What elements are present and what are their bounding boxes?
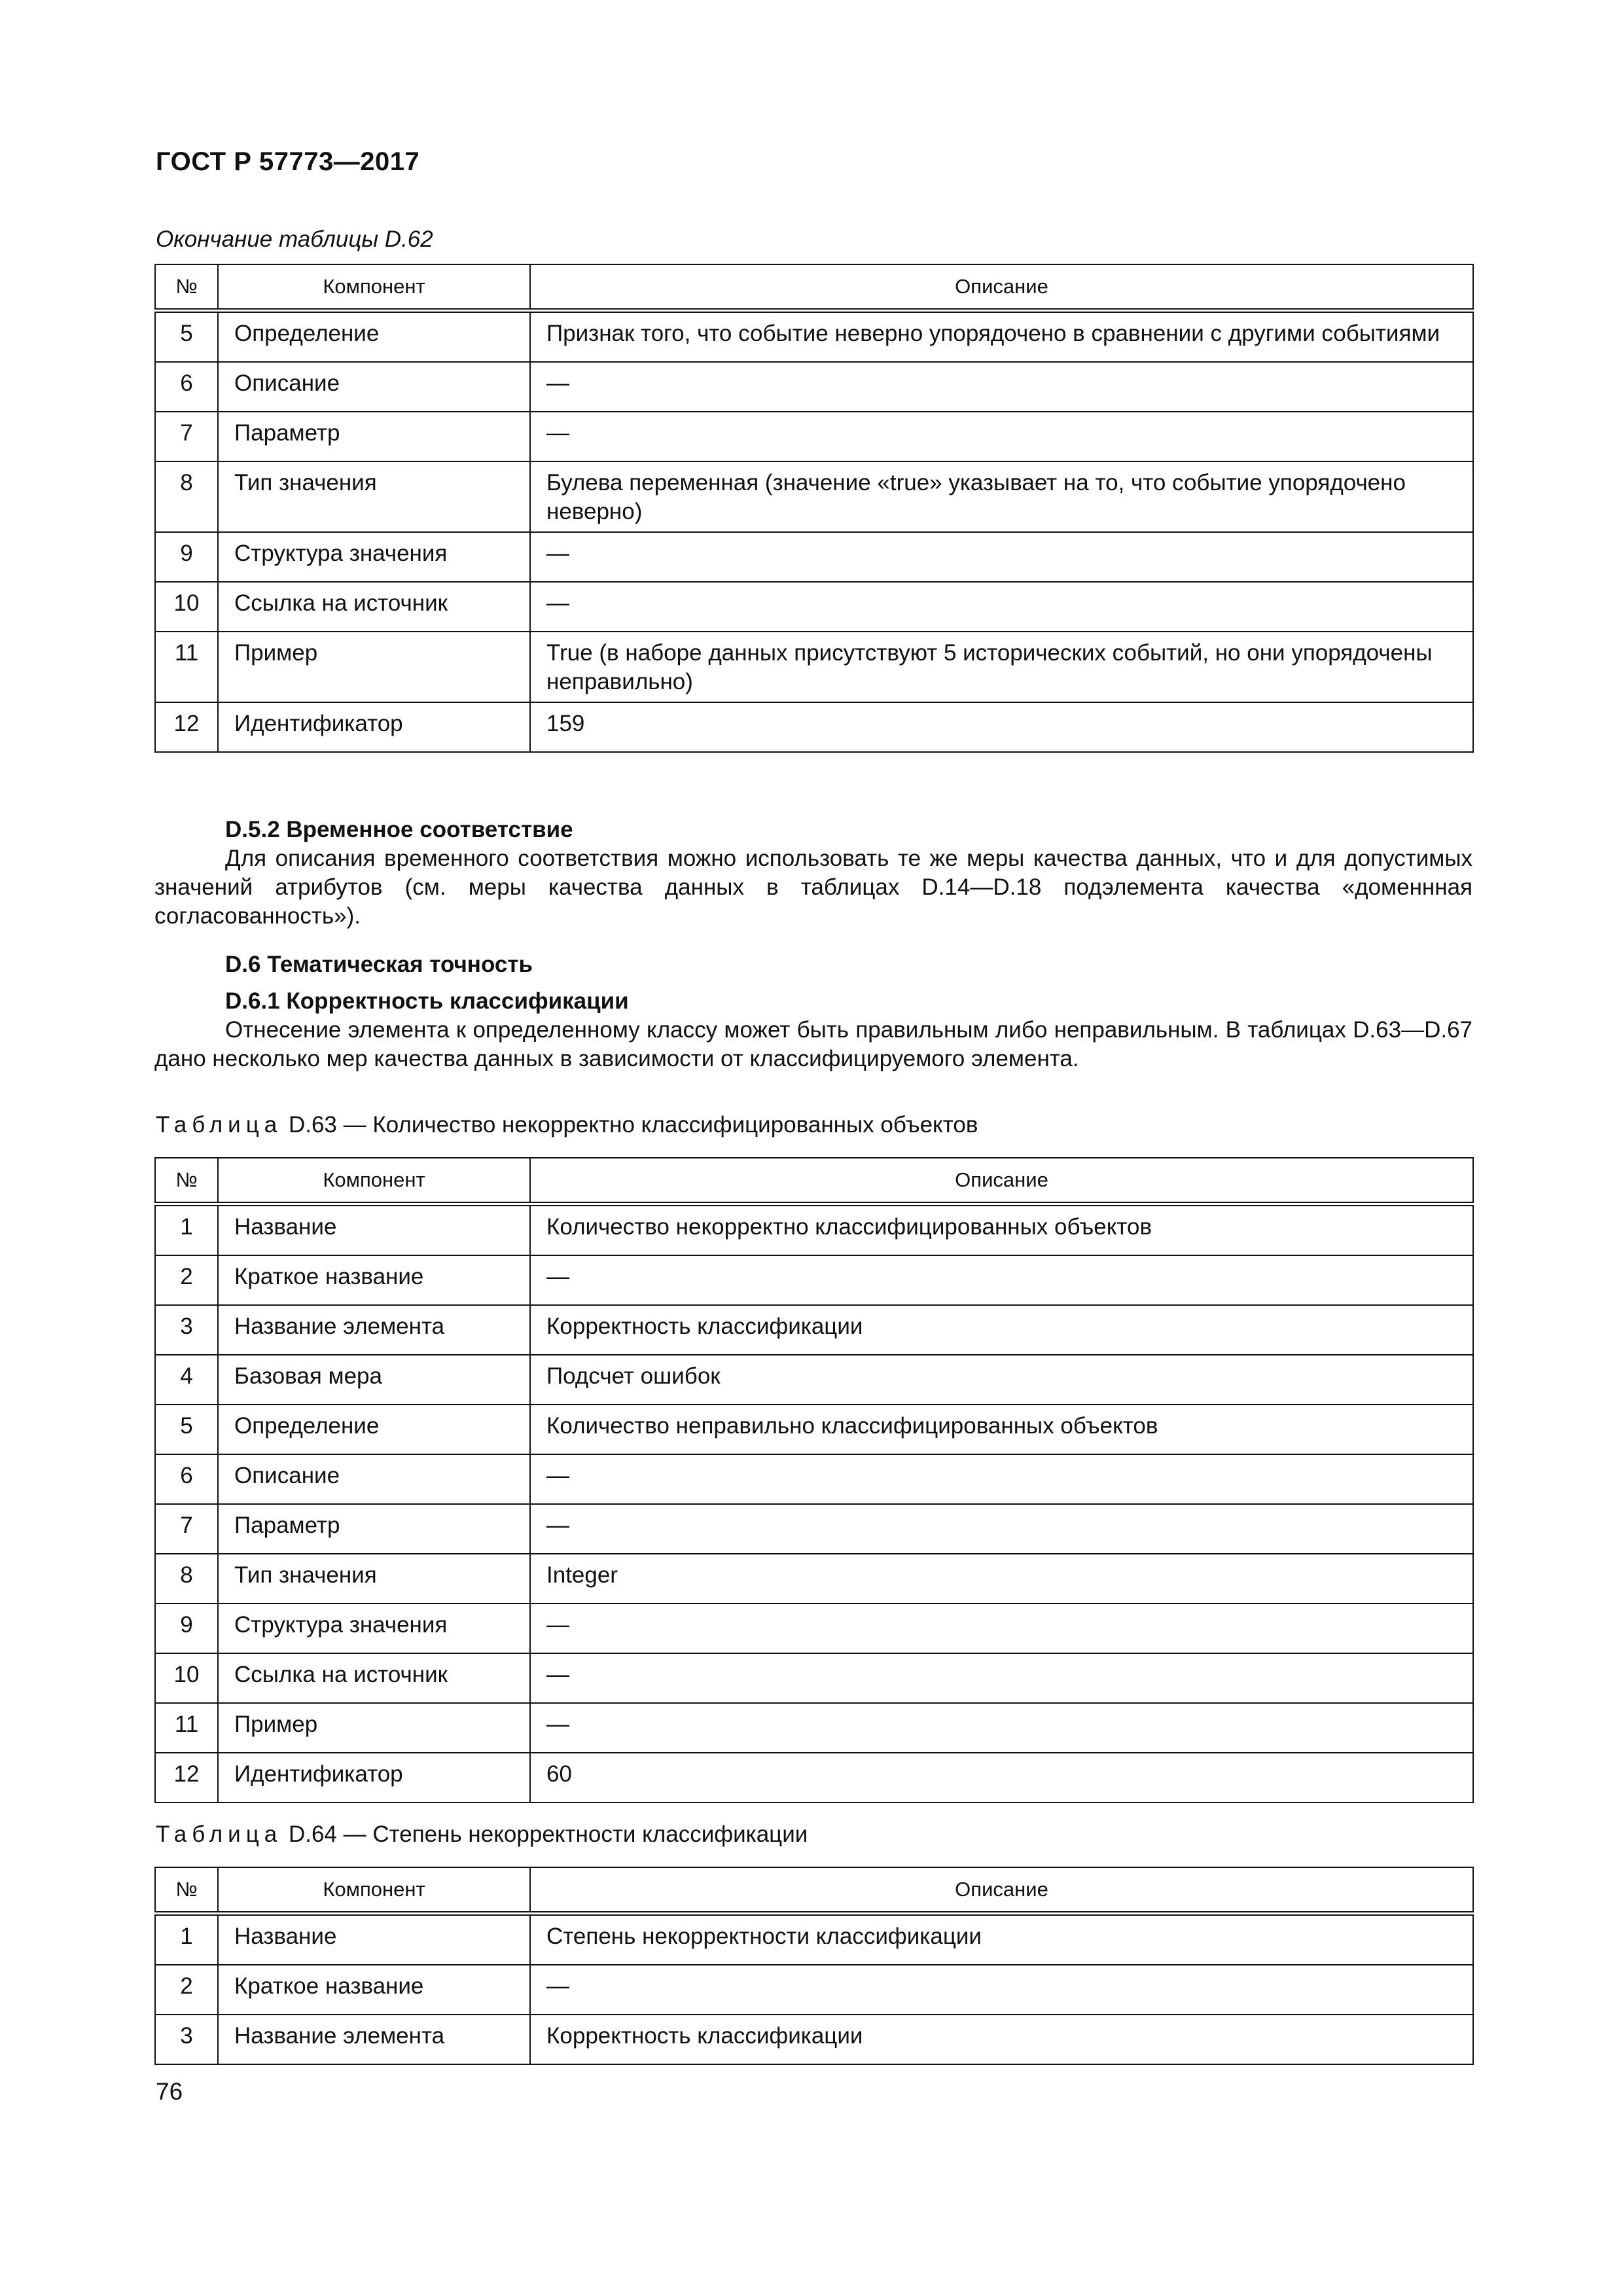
row-component: Название — [218, 1204, 530, 1256]
column-header-description: Описание — [530, 1867, 1473, 1914]
row-description: Подсчет ошибок — [530, 1355, 1473, 1405]
row-component: Параметр — [218, 412, 530, 461]
column-header-number: № — [155, 264, 218, 311]
row-component: Пример — [218, 1703, 530, 1753]
table-row — [155, 1753, 1473, 1803]
table-row — [155, 1604, 1473, 1653]
caption-prefix: Таблица — [156, 1821, 283, 1847]
standard-code: ГОСТ Р 57773—2017 — [156, 147, 420, 176]
section-d6 — [154, 950, 1472, 1073]
table-row — [155, 1965, 1473, 2015]
table-row — [155, 1305, 1473, 1355]
table-row — [155, 2015, 1473, 2064]
row-description: — — [530, 1255, 1473, 1305]
table-row — [155, 1355, 1473, 1405]
row-number: 7 — [155, 412, 218, 461]
subsection-heading: D.6.1 Корректность классификации — [225, 988, 629, 1014]
table-header-row — [155, 1867, 1473, 1914]
row-component: Название — [218, 1914, 530, 1965]
row-number: 12 — [155, 702, 218, 752]
row-number: 8 — [155, 461, 218, 532]
section-paragraph: Отнесение элемента к определенному классу может быть правильным либо неправильным. В таблицах D.63—D.67 дано несколько мер качества данных в зависимости от классифицируемого элемента. — [154, 1017, 1472, 1071]
row-component: Описание — [218, 1454, 530, 1504]
table-row — [155, 1504, 1473, 1554]
row-number: 2 — [155, 1965, 218, 2015]
table-d64 — [154, 1867, 1474, 2065]
row-description: Количество неправильно классифицированных объектов — [530, 1405, 1473, 1454]
row-description: — — [530, 1653, 1473, 1703]
table-row — [155, 1454, 1473, 1504]
row-description: Степень некорректности классификации — [530, 1914, 1473, 1965]
row-number: 8 — [155, 1554, 218, 1604]
column-header-number: № — [155, 1158, 218, 1204]
row-description: True (в наборе данных присутствуют 5 исторических событий, но они упорядочены неправильно) — [530, 632, 1473, 702]
section-d52 — [154, 816, 1472, 931]
row-number: 11 — [155, 1703, 218, 1753]
page-number: 76 — [156, 2078, 183, 2105]
table-d64-caption — [156, 1821, 808, 1848]
row-number: 9 — [155, 1604, 218, 1653]
table-row — [155, 311, 1473, 363]
table-row — [155, 362, 1473, 412]
table-d63-caption — [156, 1111, 978, 1139]
row-description: — — [530, 362, 1473, 412]
column-header-component: Компонент — [218, 264, 530, 311]
row-description: Признак того, что событие неверно упорядочено в сравнении с другими событиями — [530, 311, 1473, 363]
row-component: Идентификатор — [218, 702, 530, 752]
row-component: Краткое название — [218, 1965, 530, 2015]
section-paragraph: Для описания временного соответствия можно использовать те же меры качества данных, что и для допустимых значений атрибутов (см. меры качества данных в таблицах D.14—D.18 подэлемента качества «доменнная согласованность»). — [154, 846, 1472, 929]
column-header-number: № — [155, 1867, 218, 1914]
table-row — [155, 532, 1473, 582]
table-row — [155, 1554, 1473, 1604]
row-description: Корректность классификации — [530, 1305, 1473, 1355]
row-component: Базовая мера — [218, 1355, 530, 1405]
row-description: 60 — [530, 1753, 1473, 1803]
row-component: Идентификатор — [218, 1753, 530, 1803]
row-description: — — [530, 1965, 1473, 2015]
column-header-description: Описание — [530, 264, 1473, 311]
table-row — [155, 1703, 1473, 1753]
row-description: Integer — [530, 1554, 1473, 1604]
section-heading: D.6 Тематическая точность — [225, 952, 533, 977]
table-row — [155, 702, 1473, 752]
row-description: 159 — [530, 702, 1473, 752]
row-description: Корректность классификации — [530, 2015, 1473, 2064]
row-description: — — [530, 1604, 1473, 1653]
row-description: Булева переменная (значение «true» указывает на то, что событие упорядочено неверно) — [530, 461, 1473, 532]
table-row — [155, 632, 1473, 702]
section-heading: D.5.2 Временное соответствие — [225, 817, 573, 842]
row-description: — — [530, 1703, 1473, 1753]
row-description: — — [530, 412, 1473, 461]
table-d62-caption: Окончание таблицы D.62 — [156, 226, 433, 252]
row-number: 6 — [155, 362, 218, 412]
table-row — [155, 412, 1473, 461]
row-description: — — [530, 582, 1473, 632]
table-header-row — [155, 1158, 1473, 1204]
row-number: 3 — [155, 2015, 218, 2064]
table-header-row — [155, 264, 1473, 311]
row-number: 5 — [155, 311, 218, 363]
table-d62 — [154, 264, 1474, 753]
row-component: Тип значения — [218, 461, 530, 532]
row-number: 9 — [155, 532, 218, 582]
table-d63 — [154, 1157, 1474, 1803]
table-row — [155, 1653, 1473, 1703]
row-number: 5 — [155, 1405, 218, 1454]
table-row — [155, 1405, 1473, 1454]
row-description: Количество некорректно классифицированных объектов — [530, 1204, 1473, 1256]
row-number: 10 — [155, 1653, 218, 1703]
row-component: Структура значения — [218, 532, 530, 582]
row-component: Название элемента — [218, 1305, 530, 1355]
row-component: Ссылка на источник — [218, 1653, 530, 1703]
row-description: — — [530, 1454, 1473, 1504]
row-component: Ссылка на источник — [218, 582, 530, 632]
row-number: 7 — [155, 1504, 218, 1554]
row-component: Название элемента — [218, 2015, 530, 2064]
row-number: 6 — [155, 1454, 218, 1504]
column-header-description: Описание — [530, 1158, 1473, 1204]
row-number: 11 — [155, 632, 218, 702]
row-number: 12 — [155, 1753, 218, 1803]
table-row — [155, 582, 1473, 632]
row-component: Определение — [218, 311, 530, 363]
caption-text: D.64 — Степень некорректности классификации — [288, 1821, 808, 1847]
row-component: Пример — [218, 632, 530, 702]
table-row — [155, 461, 1473, 532]
row-number: 1 — [155, 1204, 218, 1256]
column-header-component: Компонент — [218, 1158, 530, 1204]
table-row — [155, 1204, 1473, 1256]
table-row — [155, 1255, 1473, 1305]
row-component: Структура значения — [218, 1604, 530, 1653]
row-component: Параметр — [218, 1504, 530, 1554]
row-component: Тип значения — [218, 1554, 530, 1604]
row-number: 1 — [155, 1914, 218, 1965]
row-component: Определение — [218, 1405, 530, 1454]
row-description: — — [530, 1504, 1473, 1554]
row-number: 2 — [155, 1255, 218, 1305]
row-number: 4 — [155, 1355, 218, 1405]
caption-prefix: Таблица — [156, 1112, 283, 1138]
column-header-component: Компонент — [218, 1867, 530, 1914]
caption-text: D.63 — Количество некорректно классифицированных объектов — [288, 1112, 978, 1138]
table-row — [155, 1914, 1473, 1965]
row-component: Описание — [218, 362, 530, 412]
row-number: 3 — [155, 1305, 218, 1355]
row-description: — — [530, 532, 1473, 582]
row-number: 10 — [155, 582, 218, 632]
row-component: Краткое название — [218, 1255, 530, 1305]
